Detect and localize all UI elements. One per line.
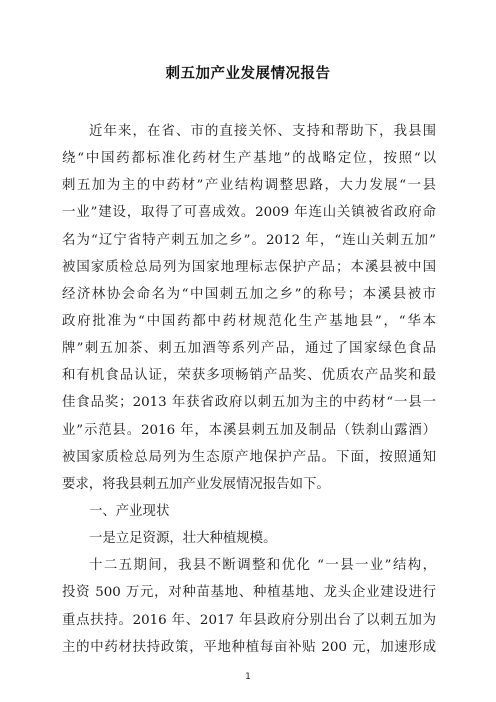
paragraph-line: 一业”建设，取得了可喜成效。2009 年连山关镇被省政府命: [62, 205, 436, 221]
subsection-heading: 一是立足资源，壮大种植规模。: [89, 531, 277, 547]
paragraph-line: 政府批准为“中国药都中药材规范化生产基地县”，“华本: [62, 313, 436, 329]
paragraph-line: 投资 500 万元，对种苗基地、种植基地、龙头企业建设进行: [62, 585, 436, 601]
paragraph-line: 刺五加为主的中药材”产业结构调整思路，大力发展“一县: [62, 178, 436, 194]
paragraph-line: 十二五期间，我县不断调整和优化 “一县一业”结构，: [89, 558, 436, 574]
paragraph-line: 和有机食品认证，荣获多项畅销产品奖、优质农产品奖和最: [62, 368, 436, 384]
document-title: 刺五加产业发展情况报告: [165, 66, 331, 82]
paragraph-line: 名为“辽宁省特产刺五加之乡”。2012 年，“连山关刺五加”: [62, 232, 436, 248]
page-number: 1: [245, 672, 251, 682]
paragraph-line: 重点扶持。2016 年、2017 年县政府分别出台了以刺五加为: [62, 612, 436, 628]
paragraph-line: 主的中药材扶持政策，平地种植每亩补贴 200 元，加速形成: [62, 639, 436, 655]
paragraph-line: 牌”刺五加茶、刺五加酒等系列产品，通过了国家绿色食品: [62, 341, 436, 357]
paragraph-line: 经济林协会命名为“中国刺五加之乡”的称号；本溪县被市: [62, 286, 436, 302]
paragraph-line: 业”示范县。2016 年，本溪县刺五加及制品（铁刹山露酒）: [62, 422, 436, 438]
paragraph-line: 佳食品奖；2013 年获省政府以刺五加为主的中药材“一县一: [62, 395, 436, 411]
paragraph-line: 要求，将我县刺五加产业发展情况报告如下。: [62, 476, 330, 492]
section-heading: 一、产业现状: [89, 503, 170, 519]
paragraph-line: 被国家质检总局列为生态原产地保护产品。下面，按照通知: [62, 449, 436, 465]
document-body: [62, 118, 436, 661]
paragraph-line: 近年来，在省、市的直接关怀、支持和帮助下，我县围: [89, 124, 436, 139]
paragraph-line: 被国家质检总局列为国家地理标志保护产品；本溪县被中国: [62, 259, 436, 275]
paragraph-line: 绕“中国药都标准化药材生产基地”的战略定位，按照“以: [62, 151, 436, 167]
